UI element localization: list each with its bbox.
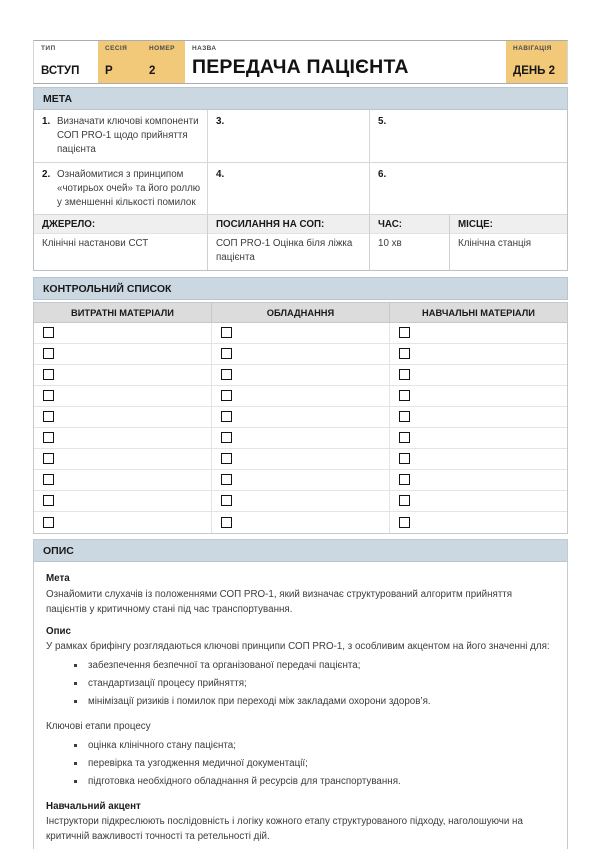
checkbox[interactable] [221,517,232,528]
checkbox[interactable] [43,348,54,359]
bullet-item: ▪ забезпечення безпечної та організованої передачі пацієнта; [86,659,555,674]
header-number-cell [142,41,185,83]
accent-heading: Навчальний акцент [46,800,141,812]
checklist-cell [34,407,211,427]
bullet-item: ▪ стандартизації процесу прийняття; [86,677,555,692]
bullet-item: ▪ мінімізації ризиків і помилок при переході між закладами охорони здоров’я. [86,695,555,710]
checkbox[interactable] [399,495,410,506]
checkbox[interactable] [399,474,410,485]
column-header-consumables: ВИТРАТНІ МАТЕРІАЛИ [71,307,174,318]
checklist-cell [211,365,389,385]
objective-number: 1. [42,116,51,127]
objective-number: 3. [216,116,225,127]
checklist-section-header: КОНТРОЛЬНИЙ СПИСОК [33,277,568,300]
bullet-item: ▪ підготовка необхідного обладнання й ресурсів для транспортування. [86,775,555,790]
document-title: ПЕРЕДАЧА ПАЦІЄНТА [192,56,409,78]
checklist-header-row [34,303,567,323]
checklist-cell [211,386,389,406]
stages-bullet-list [46,739,555,790]
checklist-cell [211,323,389,343]
checklist-row [34,449,567,470]
checklist-cell [34,365,211,385]
checklist-row [34,365,567,386]
header-session-cell [98,41,142,83]
objectives-row-1 [34,110,567,163]
objective-number: 6. [378,168,387,180]
checklist-row [34,470,567,491]
sop-reference-label: ПОСИЛАННЯ НА СОП: [208,215,369,234]
description-section-header: ОПИС [34,540,567,562]
objective-5 [369,110,567,162]
header-name-cell [185,41,506,83]
checkbox[interactable] [43,327,54,338]
nav-label: НАВІГАЦІЯ [513,45,552,52]
meta-section-header: МЕТА [33,87,568,110]
objective-text: Ознайомитися з принципом «чотирьох очей» та його роллю у зменшенні кількості помилок [57,168,201,208]
source-value: Клінічні настанови ССТ [42,238,149,250]
checkbox[interactable] [221,495,232,506]
checklist-row [34,386,567,407]
checklist-table [33,302,568,534]
source-row [34,215,567,269]
checklist-cell [211,491,389,511]
checkbox[interactable] [399,348,410,359]
checkbox[interactable] [399,517,410,528]
number-label: НОМЕР [149,45,175,52]
objective-text: Визначати ключові компоненти СОП PRO-1 щодо прийняття пацієнта [57,116,199,155]
checkbox[interactable] [43,495,54,506]
checklist-row [34,344,567,365]
checkbox[interactable] [43,390,54,401]
objective-3 [207,110,369,162]
checklist-cell [34,491,211,511]
name-label: НАЗВА [192,45,217,52]
checkbox[interactable] [43,453,54,464]
checklist-cell [389,386,567,406]
type-label: ТИП [41,45,56,52]
sop-reference-cell [207,215,369,269]
session-label: СЕСІЯ [105,45,128,52]
type-value: ВСТУП [41,65,80,77]
checklist-cell [389,491,567,511]
checkbox[interactable] [221,474,232,485]
checkbox[interactable] [221,390,232,401]
checklist-row [34,512,567,533]
objective-number: 5. [378,116,387,127]
checkbox[interactable] [43,411,54,422]
checklist-cell [211,449,389,469]
checkbox[interactable] [221,432,232,443]
checklist-cell [389,428,567,448]
checklist-cell [211,512,389,533]
checkbox[interactable] [221,411,232,422]
objective-2 [34,163,207,215]
checklist-row [34,407,567,428]
checklist-cell [389,407,567,427]
objective-4 [207,163,369,215]
checkbox[interactable] [43,369,54,380]
checklist-cell [389,470,567,490]
checklist-cell [211,470,389,490]
checklist-cell [389,449,567,469]
stages-heading: Ключові етапи процесу [46,720,151,732]
description-box [33,539,568,849]
objective-1 [34,110,207,162]
checklist-cell [389,344,567,364]
document-content [33,40,568,849]
column-header-training-materials: НАВЧАЛЬНІ МАТЕРІАЛИ [389,303,567,322]
checkbox[interactable] [399,369,410,380]
checkbox[interactable] [221,453,232,464]
time-cell [369,215,449,269]
session-value: Р [105,65,113,77]
description-intro: У рамках брифінгу розглядаються ключові принципи СОП PRO-1, з особливим акцентом на його значенні для: [46,641,550,653]
checklist-cell [34,512,211,533]
checkbox[interactable] [43,474,54,485]
checklist-cell [34,449,211,469]
goal-paragraph: Ознайомити слухачів із положеннями СОП PRO-1, який визначає структурований алгоритм прийняття пацієнтів у критичному стані під час транспортування. [46,588,513,615]
nav-value: ДЕНЬ 2 [513,65,556,77]
header-type-cell [34,41,98,83]
checklist-row [34,491,567,512]
checkbox[interactable] [399,390,410,401]
checklist-rows [34,323,567,533]
checkbox[interactable] [399,411,410,422]
description-heading: Опис [46,625,72,637]
objective-number: 4. [216,168,225,180]
header-nav-cell [506,41,567,83]
place-cell [449,215,567,269]
checkbox[interactable] [399,327,410,338]
time-label: ЧАС: [370,215,449,234]
checklist-cell [389,512,567,533]
checkbox[interactable] [43,432,54,443]
number-value: 2 [149,65,156,77]
checklist-cell [34,323,211,343]
checklist-cell [389,323,567,343]
checkbox[interactable] [221,348,232,359]
time-value: 10 хв [378,238,402,250]
checkbox[interactable] [43,517,54,528]
checklist-row [34,428,567,449]
objectives-row-2 [34,163,567,216]
place-value: Клінічна станція [458,238,532,250]
checklist-cell [34,386,211,406]
checkbox[interactable] [221,327,232,338]
checklist-cell [211,407,389,427]
sop-reference-value: СОП PRO-1 Оцінка біля ліжка пацієнта [216,238,353,264]
objective-number: 2. [42,168,51,180]
checklist-cell [34,344,211,364]
checklist-cell [34,428,211,448]
checklist-row [34,323,567,344]
objective-6 [369,163,567,215]
checklist-cell [211,344,389,364]
bullet-item: ▪ перевірка та узгодження медичної документації; [86,757,555,772]
checkbox[interactable] [221,369,232,380]
goal-heading: Мета [46,572,70,584]
checkbox[interactable] [399,453,410,464]
source-cell [34,215,207,269]
header-band [33,40,568,84]
checklist-cell [34,470,211,490]
description-content [34,562,567,849]
meta-table [33,110,568,271]
accent-paragraph: Інструктори підкреслюють послідовність і логіку кожного етапу структурованого підходу, наголошуючи на критичній важливості точності та ретельності дій. [46,816,523,843]
checklist-cell [211,428,389,448]
source-label: ДЖЕРЕЛО: [34,215,207,234]
bullet-item: ▪ оцінка клінічного стану пацієнта; [86,739,555,754]
description-bullet-list [46,659,555,710]
column-header-equipment: ОБЛАДНАННЯ [211,303,389,322]
checkbox[interactable] [399,432,410,443]
checklist-cell [389,365,567,385]
place-label: МІСЦЕ: [450,215,567,234]
